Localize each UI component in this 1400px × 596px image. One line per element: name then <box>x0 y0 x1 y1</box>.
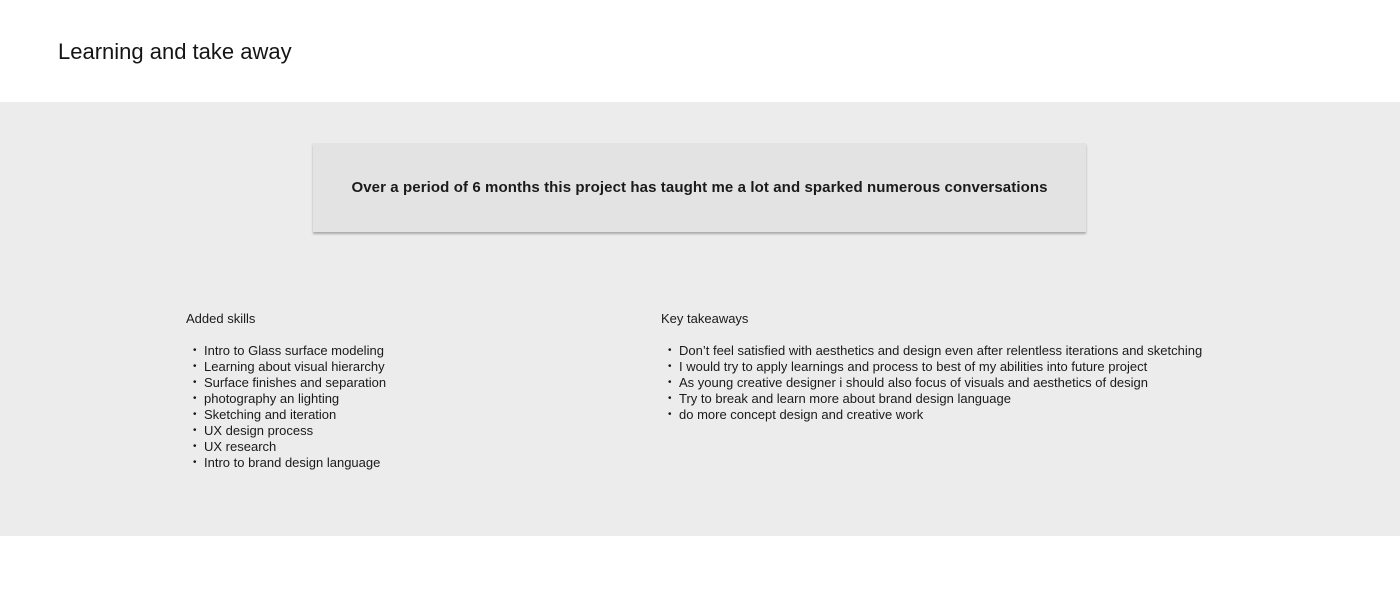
list-item-text: Intro to brand design language <box>204 455 381 470</box>
list-item <box>661 407 1202 423</box>
list-item <box>661 391 1202 407</box>
bullet-dot-icon: • <box>668 409 672 420</box>
bullet-dot-icon: • <box>193 409 197 420</box>
list-item-text: I would try to apply learnings and process to best of my abilities into future project <box>679 359 1148 374</box>
list-item <box>661 359 1202 375</box>
list-item <box>186 359 386 375</box>
list-item-text: Don’t feel satisfied with aesthetics and design even after relentless iterations and sketching <box>679 343 1203 358</box>
bullet-dot-icon: • <box>193 393 197 404</box>
list-item <box>186 423 386 439</box>
bullet-dot-icon: • <box>193 361 197 372</box>
list-item <box>661 375 1202 391</box>
bullet-dot-icon: • <box>668 345 672 356</box>
bullet-dot-icon: • <box>668 377 672 388</box>
callout-text: Over a period of 6 months this project has taught me a lot and sparked numerous conversations <box>351 179 1048 196</box>
list-item <box>186 375 386 391</box>
added-skills-section <box>186 311 386 471</box>
bullet-dot-icon: • <box>193 377 197 388</box>
summary-callout <box>313 143 1086 232</box>
key-takeaways-list <box>661 343 1202 423</box>
content-band <box>0 102 1400 536</box>
list-item <box>186 455 386 471</box>
list-item-text: do more concept design and creative work <box>679 407 924 422</box>
added-skills-list <box>186 343 386 471</box>
list-item-text: As young creative designer i should also focus of visuals and aesthetics of design <box>679 375 1148 390</box>
list-item <box>186 391 386 407</box>
list-item-text: Surface finishes and separation <box>204 375 387 390</box>
bullet-dot-icon: • <box>668 393 672 404</box>
list-item <box>186 343 386 359</box>
page-title: Learning and take away <box>58 39 292 64</box>
bullet-dot-icon: • <box>193 345 197 356</box>
list-item-text: photography an lighting <box>204 391 340 406</box>
added-skills-heading: Added skills <box>186 311 256 326</box>
key-takeaways-section <box>661 311 1202 423</box>
list-item <box>186 407 386 423</box>
list-item-text: Intro to Glass surface modeling <box>204 343 384 358</box>
bullet-dot-icon: • <box>193 457 197 468</box>
list-item-text: UX design process <box>204 423 314 438</box>
list-item-text: Sketching and iteration <box>204 407 337 422</box>
bullet-dot-icon: • <box>193 441 197 452</box>
list-item-text: UX research <box>204 439 277 454</box>
bullet-dot-icon: • <box>668 361 672 372</box>
list-item-text: Try to break and learn more about brand design language <box>679 391 1011 406</box>
list-item <box>186 439 386 455</box>
key-takeaways-heading: Key takeaways <box>661 311 749 326</box>
list-item-text: Learning about visual hierarchy <box>204 359 385 374</box>
bullet-dot-icon: • <box>193 425 197 436</box>
list-item <box>661 343 1202 359</box>
